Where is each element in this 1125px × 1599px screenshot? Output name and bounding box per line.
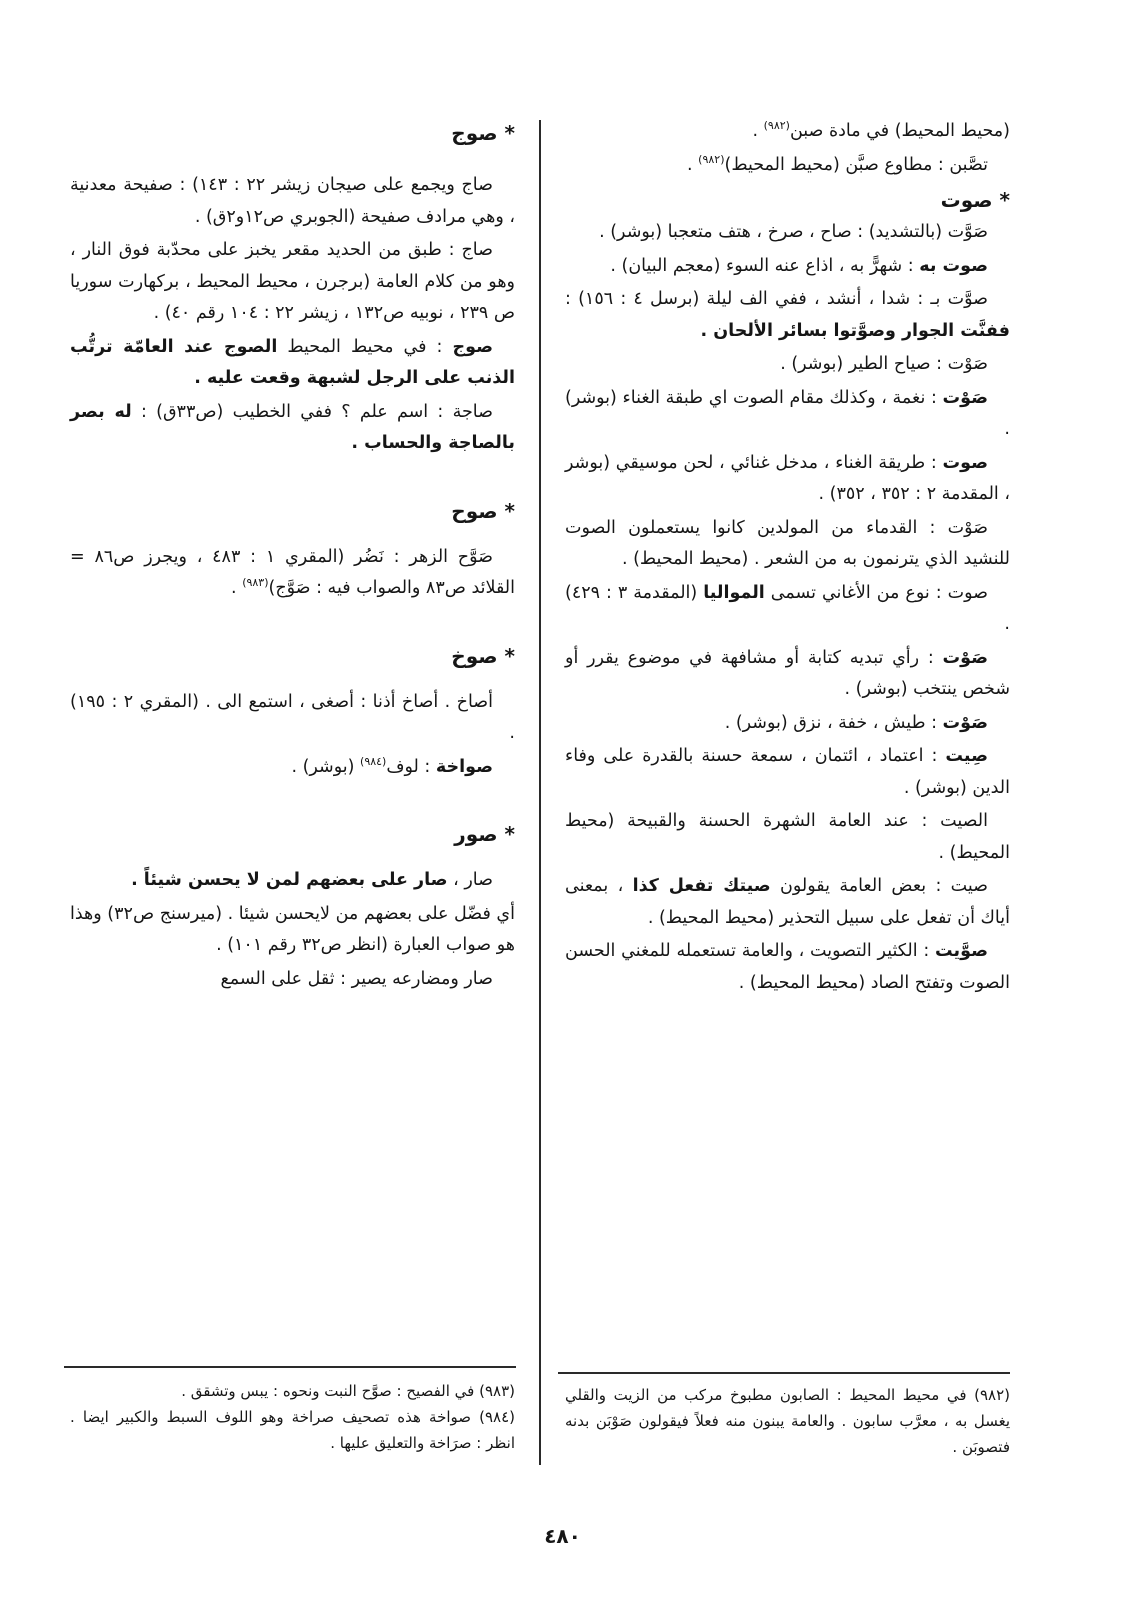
- right-column: [565, 116, 1010, 1001]
- entry-line: صَوْت : رأي تبديه كتابة أو مشافهة في موضوع يقرر أو شخص ينتخب (بوشر) .: [565, 647, 1010, 699]
- entry-line: صار ومضارعه يصير : ثقل على السمع: [220, 968, 493, 989]
- entry-line: صَوَّت (بالتشديد) : صاح ، صرخ ، هتف متعجبا (بوشر) .: [599, 222, 988, 242]
- entry-line: أي فضّل على بعضهم من لايحسن شيئا . (ميرسنج ص٣٢) وهذا هو صواب العبارة (انظر ص٣٢ رقم ١٠١) .: [70, 903, 515, 955]
- root-heading-sawh: * صوح: [451, 498, 515, 523]
- entry-line: صَوَّح الزهر : نَضُر (المقري ١ : ٤٨٣ ، ويجرز ص٨٦ = القلائد ص٨٣ والصواب فيه : صَوَّج)$^{(٩٨٣)}$ .: [70, 546, 515, 598]
- entry-line: صوَّت بـ : شدا ، أنشد ، ففي الف ليلة (برسل ٤ : ١٥٦) : ففنَّت الجوار وصوَّتوا بسائر الألحان .: [565, 289, 1010, 341]
- entry-line: (محيط المحيط) في مادة صبن$^{(٩٨٢)}$ .: [752, 119, 1010, 141]
- entry-line: صَوْت : طيش ، خفة ، نزق (بوشر) .: [724, 712, 988, 733]
- entry-line: أصاخ . أصاخ أذنا : أصغى ، استمع الى . (المقري ٢ : ١٩٥) .: [70, 691, 515, 743]
- entry-line: صوج : في محيط المحيط الصوج عند العامّة ترتُّب الذنب على الرجل لشبهة وقعت عليه .: [70, 336, 515, 388]
- left-column: [70, 116, 515, 997]
- footnote: (٩٨٣) في الفصيح : صوَّح النبت ونحوه : يبس وتشقق .: [181, 1382, 515, 1400]
- entry-line: صواخة : لوف$^{(٩٨٤)}$ (بوشر) .: [291, 754, 493, 777]
- entry-line: صوت : نوع من الأغاني تسمى المواليا (المقدمة ٣ : ٤٢٩) .: [565, 582, 1010, 634]
- footnotes-right: [565, 1382, 1010, 1460]
- root-heading-sawr: * صور: [454, 822, 515, 846]
- column-divider: [539, 120, 541, 1465]
- entry-line: صَوْت : صياح الطير (بوشر) .: [780, 354, 988, 374]
- root-heading-sawkh: * صوخ: [451, 643, 515, 668]
- entry-line: صار ، صار على بعضهم لمن لا يحسن شيئاً .: [131, 870, 493, 890]
- footnotes-left: [70, 1378, 515, 1456]
- entry-line: صَوْت : نغمة ، وكذلك مقام الصوت اي طبقة الغناء (بوشر) .: [565, 387, 1010, 439]
- entry-line: صِيت : اعتماد ، ائتمان ، سمعة حسنة بالقدرة على وفاء الدين (بوشر) .: [565, 746, 1010, 798]
- root-heading-sawj: * صوج: [451, 121, 515, 145]
- entry-line: الصيت : عند العامة الشهرة الحسنة والقبيحة (محيط المحيط) .: [565, 811, 1010, 863]
- footnote-rule-left: [64, 1366, 516, 1368]
- footnote: (٩٨٤) صواخة هذه تصحيف صراخة وهو اللوف السبط والكبير ايضا . انظر : صرَاخة والتعليق عليها .: [70, 1408, 515, 1452]
- entry-line: صوَّيت : الكثير التصويت ، والعامة تستعمله للمغني الحسن الصوت وتفتح الصاد (محيط المحيط) .: [565, 941, 1010, 993]
- entry-line: صوت به : شهرًّ به ، اذاع عنه السوء (معجم البيان) .: [610, 255, 988, 276]
- footnote-rule-right: [558, 1372, 1010, 1374]
- footnote: (٩٨٢) في محيط المحيط : الصابون مطبوخ مركب من الزيت والقلي يغسل به ، معرَّب سابون . والعامة يبنون منه فعلاً فيقولون صَوْبَن بدنه فتصوبَن .: [565, 1386, 1010, 1456]
- page-number: ٤٨٠: [544, 1524, 581, 1548]
- entry-line: تصَّبن : مطاوع صبَّن (محيط المحيط)$^{(٩٨٢)}$ .: [687, 152, 988, 175]
- entry-line: صوت : طريقة الغناء ، مدخل غنائي ، لحن موسيقي (بوشر ، المقدمة ٢ : ٣٥٢ ، ٣٥٢) .: [565, 452, 1010, 504]
- entry-line: صَوْت : القدماء من المولدين كانوا يستعملون الصوت للنشيد الذي يترنمون به من الشعر . (محيط المحيط) .: [565, 517, 1010, 569]
- entry-line: صيت : بعض العامة يقولون صيتك تفعل كذا ، بمعنى أياك أن تفعل على سبيل التحذير (محيط المحيط) .: [565, 876, 1010, 928]
- entry-line: صاج ويجمع على صيجان زيشر ٢٢ : ١٤٣) : صفيحة معدنية ، وهي مرادف صفيحة (الجوبري ص١٢و٢ق) .: [70, 175, 515, 227]
- root-heading-sawt: * صوت: [940, 188, 1010, 212]
- entry-line: صاج : طبق من الحديد مقعر يخبز على محدّبة فوق النار ، وهو من كلام العامة (برجرن ، محيط المحيط ، بركهارت سوريا ص ٢٣٩ ، نوبيه ص١٣٢ ، زيشر ٢٢ : ١٠٤ رقم ٤٠) .: [70, 240, 515, 323]
- entry-line: صاجة : اسم علم ؟ ففي الخطيب (ص٣٣ق) : له بصر بالصاجة والحساب .: [70, 401, 515, 453]
